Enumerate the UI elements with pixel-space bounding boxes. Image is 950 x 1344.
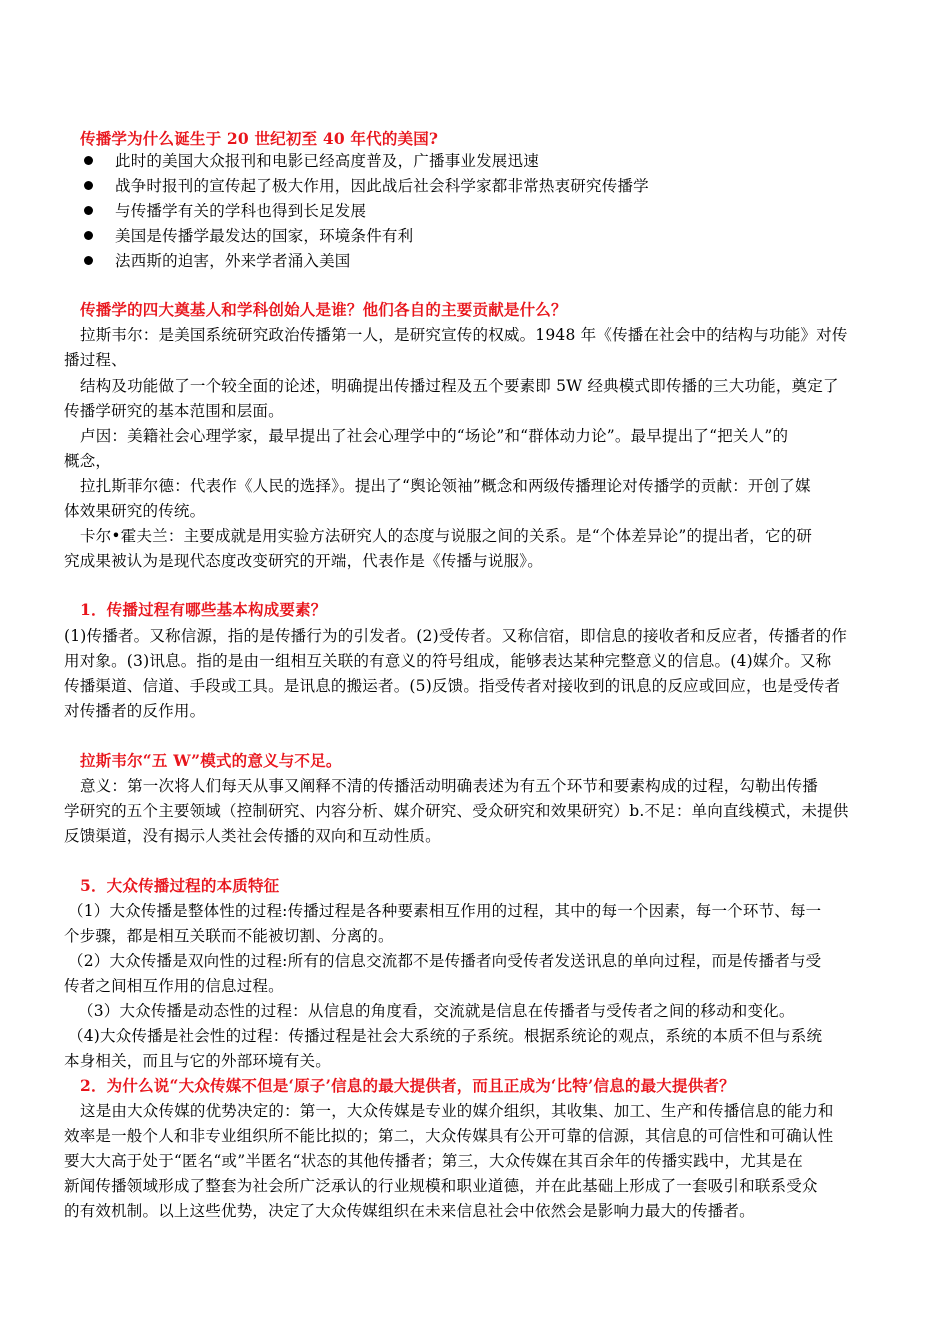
bullet-item: 战争时报刊的宣传起了极大作用，因此战后社会科学家都非常热衷研究传播学 bbox=[115, 177, 649, 195]
bullet-icon bbox=[84, 256, 93, 265]
section-heading-5w-model: 拉斯韦尔“五 W”模式的意义与不足。 bbox=[80, 751, 342, 770]
bullet-item: 与传播学有关的学科也得到长足发展 bbox=[115, 202, 367, 220]
bullet-icon bbox=[84, 206, 93, 215]
section-heading-mass-communication: 5．大众传播过程的本质特征 bbox=[80, 876, 280, 895]
body-line: （4)大众传播是社会性的过程：传播过程是社会大系统的子系统。根据系统论的观点，系统的本质不但与系统 bbox=[68, 1027, 823, 1045]
body-line: 的有效机制。以上这些优势，决定了大众传媒组织在未来信息社会中依然会是影响力最大的传播者。 bbox=[64, 1202, 755, 1220]
body-line: 传播学研究的基本范围和层面。 bbox=[64, 402, 284, 420]
section-heading-founders: 传播学的四大奠基人和学科创始人是谁？他们各自的主要贡献是什么？ bbox=[80, 300, 567, 319]
body-line: 传者之间相互作用的信息过程。 bbox=[64, 977, 284, 995]
body-line: 意义：第一次将人们每天从事又阐释不清的传播活动明确表述为有五个环节和要素构成的过程，勾勒出传播 bbox=[80, 777, 818, 795]
body-line: 卢因：美籍社会心理学家，最早提出了社会心理学中的“场论”和“群体动力论”。最早提出了“把关人”的 bbox=[80, 427, 789, 445]
bullet-item: 此时的美国大众报刊和电影已经高度普及，广播事业发展迅速 bbox=[115, 152, 539, 170]
body-line: 要大大高于处于“匿名“或”半匿名“状态的其他传播者；第三，大众传媒在其百余年的传播实践中，尤其是在 bbox=[64, 1152, 803, 1170]
body-line: 拉扎斯菲尔德：代表作《人民的选择》。提出了“舆论领袖”概念和两级传播理论对传播学的贡献：开创了媒 bbox=[80, 477, 811, 495]
body-line: 播过程、 bbox=[64, 351, 127, 369]
body-line: 结构及功能做了一个较全面的论述，明确提出传播过程及五个要素即 5W 经典模式即传播的三大功能，奠定了 bbox=[80, 377, 839, 395]
section-heading-origin: 传播学为什么诞生于 20 世纪初至 40 年代的美国? bbox=[80, 129, 439, 148]
body-line: 效率是一般个人和非专业组织所不能比拟的；第二，大众传媒具有公开可靠的信源，其信息的可信性和可确认性 bbox=[64, 1127, 834, 1145]
body-line: 新闻传播领域形成了整套为社会所广泛承认的行业规模和职业道德，并在此基础上形成了一套吸引和联系受众 bbox=[64, 1177, 818, 1195]
body-line: 卡尔•霍夫兰：主要成就是用实验方法研究人的态度与说服之间的关系。是“个体差异论”的提出者，它的研 bbox=[80, 527, 813, 545]
section-heading-mass-media: 2．为什么说“大众传媒不但是‘原子’信息的最大提供者，而且正成为‘比特’信息的最大提供者？ bbox=[80, 1076, 735, 1095]
bullet-icon bbox=[84, 231, 93, 240]
body-line: 学研究的五个主要领域（控制研究、内容分析、媒介研究、受众研究和效果研究）b.不足：单向直线模式，未提供 bbox=[64, 802, 849, 820]
body-line: 拉斯韦尔：是美国系统研究政治传播第一人，是研究宣传的权威。1948 年《传播在社会中的结构与功能》对传 bbox=[80, 326, 848, 344]
bullet-icon bbox=[84, 156, 93, 165]
bullet-item: 美国是传播学最发达的国家，环境条件有利 bbox=[115, 227, 414, 245]
body-line: 体效果研究的传统。 bbox=[64, 502, 206, 520]
body-line: 传播渠道、信道、手段或工具。是讯息的搬运者。(5)反馈。指受传者对接收到的讯息的反应或回应，也是受传者 bbox=[64, 677, 841, 695]
bullet-item: 法西斯的迫害，外来学者涌入美国 bbox=[115, 252, 351, 270]
body-line: 对传播者的反作用。 bbox=[64, 702, 206, 720]
body-line: （1）大众传播是整体性的过程:传播过程是各种要素相互作用的过程，其中的每一个因素，每一个环节、每一 bbox=[68, 902, 822, 920]
body-line: 究成果被认为是现代态度改变研究的开端，代表作是《传播与说服》。 bbox=[64, 552, 543, 570]
section-heading-elements: 1．传播过程有哪些基本构成要素？ bbox=[80, 600, 327, 619]
body-line: (1)传播者。又称信源，指的是传播行为的引发者。(2)受传者。又称信宿，即信息的接收者和反应者，传播者的作 bbox=[64, 627, 848, 645]
body-line: 用对象。(3)讯息。指的是由一组相互关联的有意义的符号组成，能够表达某种完整意义的信息。(4)媒介。又称 bbox=[64, 652, 832, 670]
bullet-icon bbox=[84, 181, 93, 190]
body-line: 本身相关，而且与它的外部环境有关。 bbox=[64, 1052, 331, 1070]
body-line: 反馈渠道，没有揭示人类社会传播的双向和互动性质。 bbox=[64, 827, 441, 845]
body-line: （3）大众传播是动态性的过程：从信息的角度看，交流就是信息在传播者与受传者之间的移动和变化。 bbox=[78, 1002, 795, 1020]
body-line: 概念， bbox=[64, 452, 112, 470]
body-line: 个步骤，都是相互关联而不能被切割、分离的。 bbox=[64, 927, 394, 945]
body-line: 这是由大众传媒的优势决定的：第一，大众传媒是专业的媒介组织，其收集、加工、生产和传播信息的能力和 bbox=[80, 1102, 834, 1120]
body-line: （2）大众传播是双向性的过程:所有的信息交流都不是传播者向受传者发送讯息的单向过程，而是传播者与受 bbox=[68, 952, 822, 970]
